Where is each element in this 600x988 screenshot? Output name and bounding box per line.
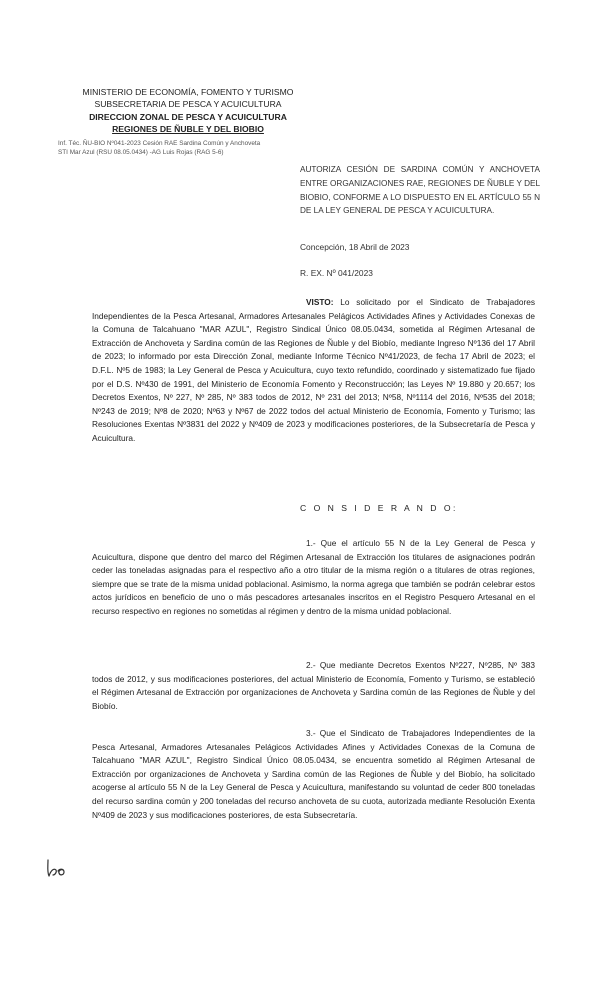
- considerando-paragraph-2: 2.- Que mediante Decretos Exentos Nº227, Nº285, Nº 383 todos de 2012, y sus modificaciones posteriores, del actual Ministerio de Economía, Fomento y Turismo, se estableció el Régimen Artesanal de Extracción por organizaciones de Anchoveta y Sardina común de las Regiones de Ñuble y del Biobío.: [92, 660, 535, 711]
- reference-line-2: STI Mar Azul (RSU 08.05.0434) -AG Luis Rojas (RAG 5-6): [58, 149, 224, 156]
- reference-block: [58, 139, 260, 157]
- visto-paragraph: [92, 296, 535, 446]
- considerando-paragraph-1: 1.- Que el artículo 55 N de la Ley General de Pesca y Acuicultura, dispone que dentro del marco del Régimen Artesanal de Extracción los titulares de asignaciones podrán ceder las toneladas asignadas para el respectivo año a otro titular de la misma región o a titulares de otras regiones, siempre que se trate de la misma unidad poblacional. Asimismo, la norma agrega que también se podrán celebrar estos actos jurídicos en beneficio de uno o más pescadores artesanales inscritos en el Registro Pesquero Artesanal en el recurso respectivo en regiones no sometidas al régimen y dentro de la misma unidad poblacional.: [92, 538, 535, 616]
- header-subsecretaria: SUBSECRETARIA DE PESCA Y ACUICULTURA: [94, 99, 282, 110]
- header-direccion-zonal: DIRECCION ZONAL DE PESCA Y ACUICULTURA: [89, 111, 287, 122]
- considerando-heading: C O N S I D E R A N D O:: [300, 503, 458, 513]
- document-date: Concepción, 18 Abril de 2023: [300, 242, 410, 252]
- considerando-paragraph-3: 3.- Que el Sindicato de Trabajadores Independientes de la Pesca Artesanal, Armadores Artesanales Pelágicos Actividades Afines y Actividades Conexas de la Comuna de Talcahuano "MAR AZUL", Registro Sindical Único 08.05.0434, se encuentra sometido al Régimen Artesanal de Extracción por organizaciones de Anchoveta y Sardina común de las Regiones de Ñuble y del Biobío, ha solicitado acogerse al artículo 55 N de la Ley General de Pesca y Acuicultura, manifestando su voluntad de ceder 800 toneladas del recurso sardina común y 200 toneladas del recurso anchoveta de su cuota, autorizada mediante Resolución Exenta Nº409 de 2023 y sus modificaciones posteriores, de esta Subsecretaría.: [92, 728, 535, 820]
- reference-line-1: Inf. Téc. ÑU-BIO Nº041-2023 Cesión RAE Sardina Común y Anchoveta: [58, 140, 261, 147]
- visto-label: VISTO:: [306, 297, 334, 307]
- institution-header: [68, 86, 308, 136]
- handwritten-initials: [45, 858, 69, 878]
- header-regiones: REGIONES DE ÑUBLE Y DEL BIOBIO: [112, 124, 264, 135]
- subject-text: AUTORIZA CESIÓN DE SARDINA COMÚN Y ANCHOVETA ENTRE ORGANIZACIONES RAE, REGIONES DE ÑUBLE Y DEL BIOBIO, CONFORME A LO DISPUESTO EN EL ARTÍCULO 55 N DE LA LEY GENERAL DE PESCA Y ACUICULTURA.: [300, 165, 540, 216]
- visto-text: Lo solicitado por el Sindicato de Trabajadores Independientes de la Pesca Artesanal, Armadores Artesanales Pelágicos Actividades Afines y Actividades Conexas de la Comuna de Talcahuano "MAR AZUL", Registro Sindical Único 08.05.0434, sometida al Régimen Artesanal de Extracción de Anchoveta y Sardina común de las Regiones de Ñuble y del Biobío, mediante Ingreso Nº136 del 17 Abril de 2023; lo informado por esta Dirección Zonal, mediante Informe Técnico Nº41/2023, de fecha 17 Abril de 2023; el D.F.L. Nº5 de 1983; la Ley General de Pesca y Acuicultura, cuyo texto refundido, coordinado y sistematizado fue fijado por el D.S. Nº430 de 1991, del Ministerio de Economía Fomento y Reconstrucción; las Leyes Nº 19.880 y 20.657; los Decretos Exentos, Nº 227, Nº 285, Nº 383 todos de 2012, Nº 231 del 2013; Nº58, Nº1114 del 2016, Nº535 del 2018; Nº243 de 2019; Nº8 de 2020; Nº63 y Nº67 de 2022 todos del actual Ministerio de Economía, Fomento y Turismo; las Resoluciones Exentas Nº3831 del 2022 y Nº409 de 2023 y modificaciones posteriores, de la Subsecretaría de Pesca y Acuicultura.: [92, 297, 535, 443]
- header-ministry: MINISTERIO DE ECONOMÍA, FOMENTO Y TURISMO: [82, 87, 294, 97]
- resolution-number: R. EX. Nº 041/2023: [300, 268, 373, 278]
